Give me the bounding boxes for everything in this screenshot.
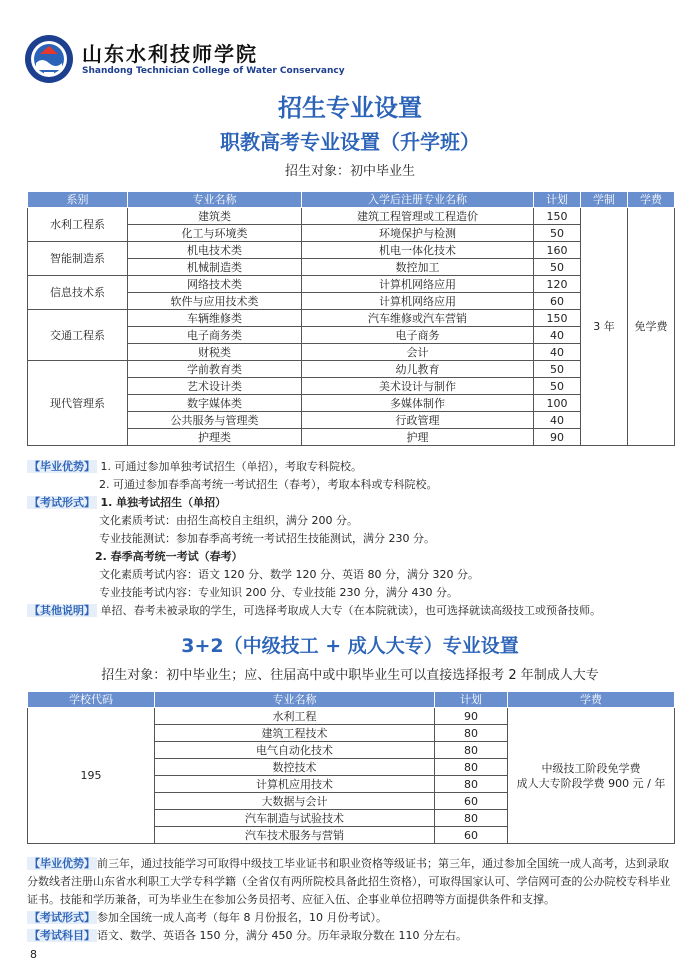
- note-text: 语文、数学、英语各 150 分，满分 450 分。历年录取分数在 110 分左右。: [97, 929, 467, 942]
- col-header-code: 学校代码: [28, 692, 155, 708]
- note-text: 文化素质考试内容：语文 120 分、数学 120 分、英语 80 分，满分 320 分。: [99, 568, 479, 581]
- school-logo-icon: [24, 34, 74, 84]
- plan-cell: 50: [534, 361, 581, 378]
- section2-title: 3+2（中级技工 + 成人大专）专业设置: [181, 635, 519, 657]
- major-cell: 公共服务与管理类: [128, 412, 302, 429]
- plan-cell: 80: [435, 776, 508, 793]
- table-row: [28, 208, 675, 225]
- note-text: 2. 可通过参加春季高考统一考试招生（春考），考取本科或专科院校。: [99, 478, 438, 491]
- plan-cell: 60: [435, 793, 508, 810]
- plan-cell: 60: [534, 293, 581, 310]
- table-row: [28, 708, 675, 725]
- major-cell: 机电技术类: [128, 242, 302, 259]
- dept-cell: 交通工程系: [28, 310, 128, 361]
- major-cell: 计算机应用技术: [155, 776, 435, 793]
- section2-target: 招生对象：初中毕业生；应、往届高中或中职毕业生可以直接选择报考 2 年制成人大专: [101, 668, 599, 683]
- col-header-plan: 计划: [534, 192, 581, 208]
- plan-cell: 160: [534, 242, 581, 259]
- school-name-cn: 山东水利技师学院: [82, 42, 258, 66]
- registered-major-cell: 幼儿教育: [302, 361, 534, 378]
- plan-cell: 80: [435, 810, 508, 827]
- section2-notes: [27, 855, 677, 945]
- page-header: [24, 34, 424, 84]
- registered-major-cell: 数控加工: [302, 259, 534, 276]
- major-cell: 电子商务类: [128, 327, 302, 344]
- fee-line: 中级技工阶段免学费: [541, 761, 641, 775]
- major-cell: 护理类: [128, 429, 302, 446]
- major-cell: 大数据与会计: [155, 793, 435, 810]
- program-table: [27, 191, 675, 446]
- col-header-major: 专业名称: [155, 692, 435, 708]
- registered-major-cell: 会计: [302, 344, 534, 361]
- plan-cell: 50: [534, 378, 581, 395]
- table-header-row: [28, 192, 675, 208]
- major-cell: 软件与应用技术类: [128, 293, 302, 310]
- registered-major-cell: 护理: [302, 429, 534, 446]
- registered-major-cell: 行政管理: [302, 412, 534, 429]
- dept-cell: 水利工程系: [28, 208, 128, 242]
- dept-cell: 智能制造系: [28, 242, 128, 276]
- duration-cell: 3 年: [581, 208, 628, 446]
- col-header-duration: 学制: [581, 192, 628, 208]
- registered-major-cell: 计算机网络应用: [302, 293, 534, 310]
- table-row: [28, 310, 675, 327]
- major-cell: 数字媒体类: [128, 395, 302, 412]
- note-tag-exam: 【考试形式】: [29, 496, 95, 509]
- major-cell: 水利工程: [155, 708, 435, 725]
- registered-major-cell: 机电一体化技术: [302, 242, 534, 259]
- plan-cell: 90: [435, 708, 508, 725]
- plan-cell: 80: [435, 742, 508, 759]
- col-header-major: 专业名称: [128, 192, 302, 208]
- section1-target: 招生对象：初中毕业生: [284, 164, 415, 179]
- registered-major-cell: 汽车维修或汽车营销: [302, 310, 534, 327]
- plan-cell: 120: [534, 276, 581, 293]
- registered-major-cell: 电子商务: [302, 327, 534, 344]
- page-title: 招生专业设置: [278, 94, 422, 122]
- major-cell: 财税类: [128, 344, 302, 361]
- col-header-fee: 学费: [628, 192, 675, 208]
- note-tag-advantage: 【毕业优势】: [29, 460, 95, 473]
- note-tag-advantage: 【毕业优势】: [29, 857, 95, 870]
- fee-cell: 免学费: [628, 208, 675, 446]
- major-cell: 电气自动化技术: [155, 742, 435, 759]
- note-text: 1. 可通过参加单独考试招生（单招），考取专科院校。: [100, 460, 362, 473]
- note-text: 参加全国统一成人高考（每年 8 月份报名，10 月份考试）。: [97, 911, 387, 924]
- school-name-en: Shandong Technician College of Water Conservancy: [82, 66, 345, 76]
- table-header-row: [28, 692, 675, 708]
- section1-subtitle: 职教高考专业设置（升学班）: [220, 130, 480, 154]
- registered-major-cell: 美术设计与制作: [302, 378, 534, 395]
- fee-cell: [508, 708, 675, 844]
- plan-cell: 60: [435, 827, 508, 844]
- table-row: [28, 242, 675, 259]
- school-code-cell: 195: [28, 708, 155, 844]
- plan-cell: 80: [435, 759, 508, 776]
- registered-major-cell: 建筑工程管理或工程造价: [302, 208, 534, 225]
- dept-cell: 信息技术系: [28, 276, 128, 310]
- plan-cell: 90: [534, 429, 581, 446]
- table-row: [28, 361, 675, 378]
- major-cell: 建筑工程技术: [155, 725, 435, 742]
- plan-cell: 50: [534, 225, 581, 242]
- fee-line: 成人大专阶段学费 900 元 / 年: [516, 776, 666, 790]
- col-header-plan: 计划: [435, 692, 508, 708]
- plan-cell: 40: [534, 412, 581, 429]
- table-row: [28, 276, 675, 293]
- major-cell: 建筑类: [128, 208, 302, 225]
- major-cell: 化工与环境类: [128, 225, 302, 242]
- major-cell: 车辆维修类: [128, 310, 302, 327]
- major-cell: 汽车技术服务与营销: [155, 827, 435, 844]
- program-table-3plus2: [27, 691, 675, 844]
- major-cell: 数控技术: [155, 759, 435, 776]
- note-tag-exam: 【考试形式】: [29, 911, 95, 924]
- col-header-fee: 学费: [508, 692, 675, 708]
- note-subtitle: 1. 单独考试招生（单招）: [100, 496, 227, 509]
- major-cell: 学前教育类: [128, 361, 302, 378]
- section1-notes: [27, 458, 677, 620]
- major-cell: 艺术设计类: [128, 378, 302, 395]
- note-text: 单招、春考未被录取的学生，可选择考取成人大专（在本院就读），也可选择就读高级技工或预备技师。: [100, 604, 601, 617]
- plan-cell: 50: [534, 259, 581, 276]
- plan-cell: 40: [534, 327, 581, 344]
- note-tag-subjects: 【考试科目】: [29, 929, 95, 942]
- major-cell: 汽车制造与试验技术: [155, 810, 435, 827]
- plan-cell: 80: [435, 725, 508, 742]
- note-text: 专业技能考试内容：专业知识 200 分、专业技能 230 分，满分 430 分。: [99, 586, 458, 599]
- plan-cell: 150: [534, 208, 581, 225]
- plan-cell: 150: [534, 310, 581, 327]
- note-text: 前三年，通过技能学习可取得中级技工毕业证书和职业资格等级证书；第三年，通过参加全国统一成人高考，达到录取分数线者注册山东省水利职工大学专科学籍（全省仅有两所院校具备此招生资格），可取得国家认可、学信网可查的公办院校专科毕业证书。技能和学历兼备，可为毕业生在参加公务员招考、应征入伍、企事业单位招聘等方面提供条件和支撑。: [27, 857, 671, 906]
- note-text: 文化素质考试：由招生高校自主组织，满分 200 分。: [99, 514, 358, 527]
- major-cell: 网络技术类: [128, 276, 302, 293]
- col-header-dept: 系别: [28, 192, 128, 208]
- page-number: 8: [30, 948, 37, 961]
- registered-major-cell: 计算机网络应用: [302, 276, 534, 293]
- note-tag-other: 【其他说明】: [29, 604, 95, 617]
- major-cell: 机械制造类: [128, 259, 302, 276]
- registered-major-cell: 环境保护与检测: [302, 225, 534, 242]
- registered-major-cell: 多媒体制作: [302, 395, 534, 412]
- col-header-registered: 入学后注册专业名称: [302, 192, 534, 208]
- note-text: 专业技能测试：参加春季高考统一考试招生技能测试，满分 230 分。: [99, 532, 435, 545]
- plan-cell: 100: [534, 395, 581, 412]
- note-subtitle: 2. 春季高考统一考试（春考）: [95, 550, 243, 563]
- plan-cell: 40: [534, 344, 581, 361]
- dept-cell: 现代管理系: [28, 361, 128, 446]
